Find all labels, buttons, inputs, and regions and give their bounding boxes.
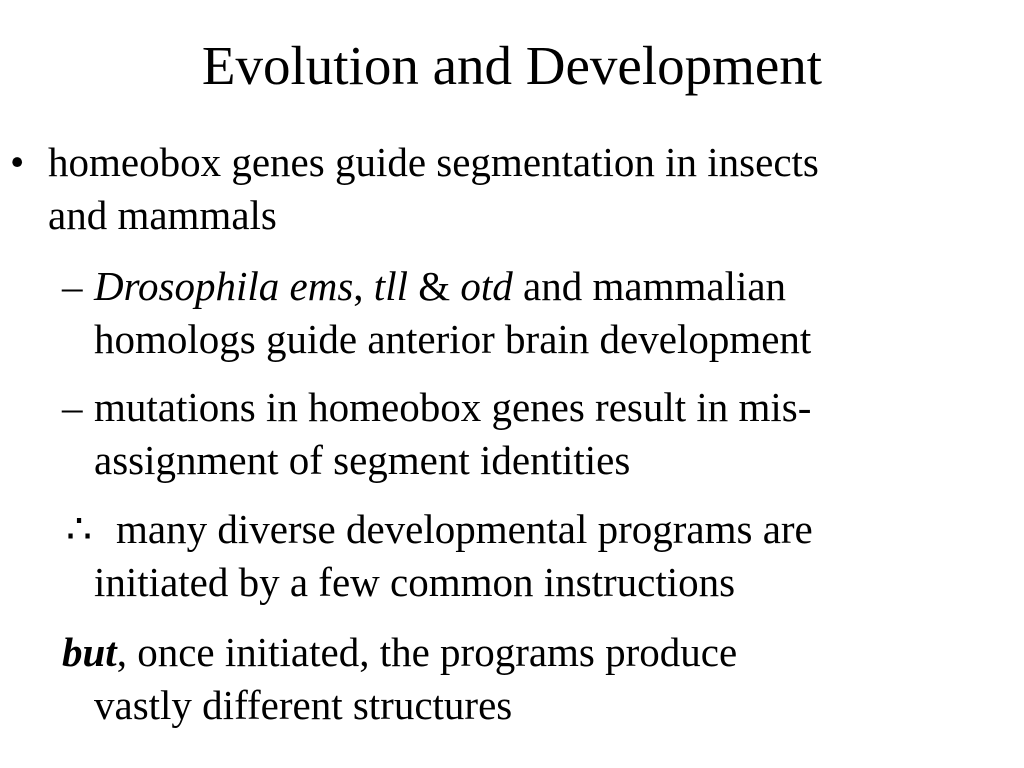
sub-bullet-line: mutations in homeobox genes result in mis- — [94, 384, 812, 430]
therefore-symbol: ∴ — [66, 506, 93, 552]
sub-bullet-line — [94, 262, 786, 310]
dash-marker: – — [62, 384, 83, 430]
conclusion-line: initiated by a few common instructions — [94, 559, 736, 605]
comma: , — [353, 263, 364, 309]
sub-bullet-text: and mammalian — [523, 263, 787, 309]
ampersand: & — [418, 263, 451, 309]
contrast-line: vastly different structures — [94, 682, 513, 728]
contrast-line — [62, 628, 737, 676]
contrast-text: , once initiated, the programs produce — [116, 629, 738, 675]
gene-name: otd — [460, 263, 513, 309]
bullet-line: and mammals — [48, 192, 277, 238]
sub-bullet-line: assignment of segment identities — [94, 437, 631, 483]
dash-marker: – — [62, 263, 83, 309]
bullet-marker: • — [10, 139, 25, 185]
conclusion-line: many diverse developmental programs are — [116, 506, 813, 552]
bullet-line: homeobox genes guide segmentation in insects — [48, 139, 819, 185]
gene-name: ems — [289, 263, 354, 309]
but-word: but — [62, 629, 117, 675]
gene-name: tll — [373, 263, 408, 309]
slide-title: Evolution and Development — [201, 35, 823, 96]
genus-name: Drosophila — [94, 263, 280, 309]
sub-bullet-line: homologs guide anterior brain development — [94, 316, 812, 362]
